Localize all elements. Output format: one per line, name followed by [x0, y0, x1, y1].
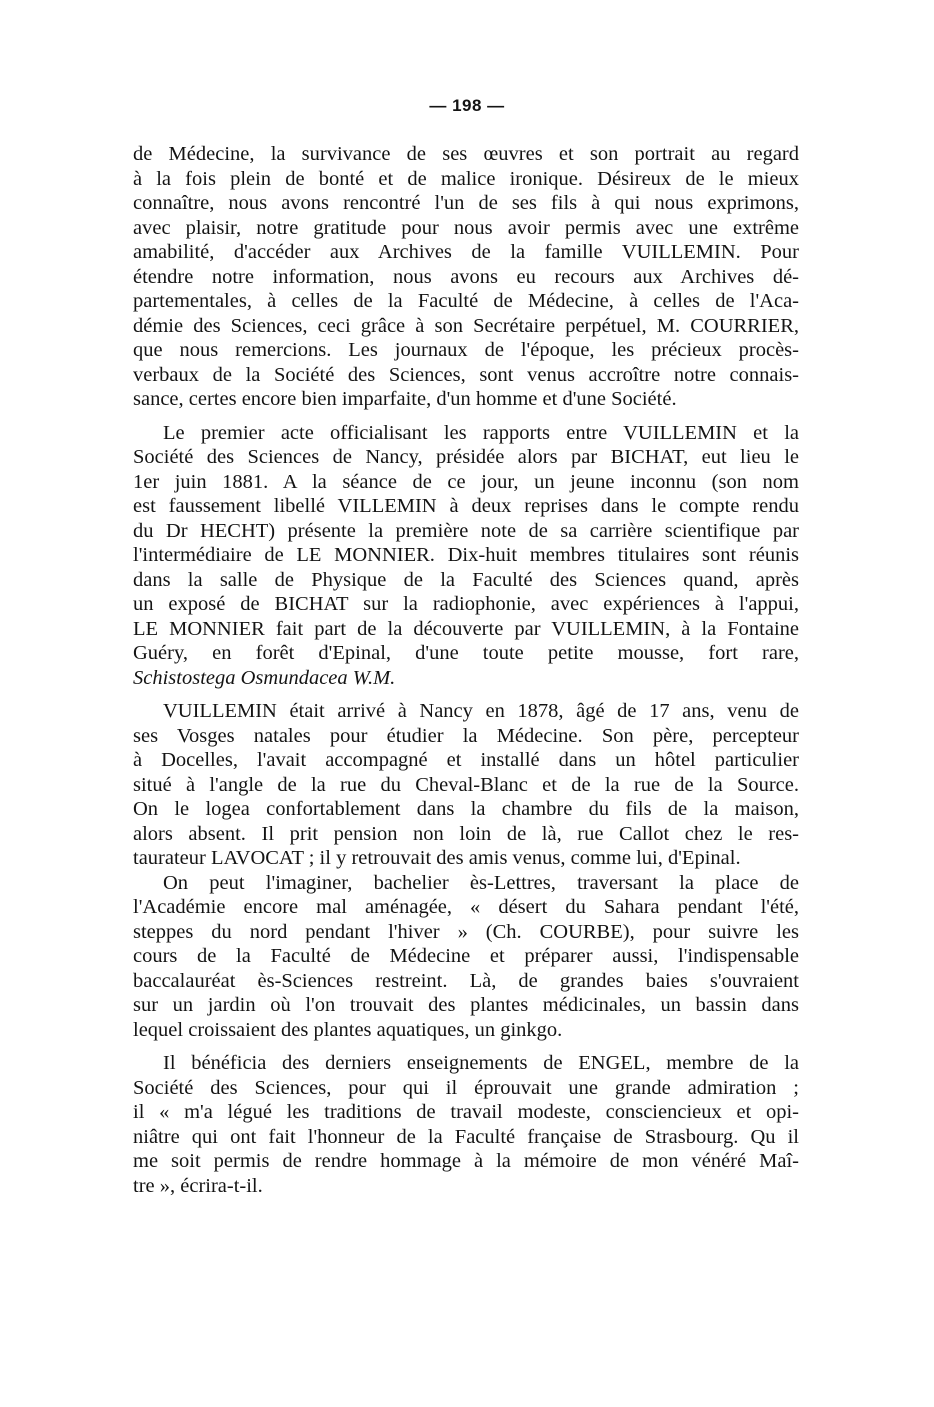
text-line: ses Vosges natales pour étudier la Médecine. Son père, percepteur — [133, 724, 799, 747]
body-text — [133, 142, 799, 1198]
text-line: sance, certes encore bien imparfaite, d'un homme et d'une Société. — [133, 388, 677, 410]
text-line: Il bénéficia des derniers enseignements de ENGEL, membre de la — [163, 1052, 799, 1074]
text-line: un exposé de BICHAT sur la radiophonie, avec expériences à l'appui, — [133, 593, 799, 615]
text-line: cours de la Faculté de Médecine et préparer aussi, l'indispensable — [133, 945, 799, 967]
paragraph-2 — [133, 421, 799, 691]
paragraph-5 — [133, 1051, 799, 1198]
text-line: VUILLEMIN était arrivé à Nancy en 1878, âgé de 17 ans, venu de — [163, 700, 799, 722]
text-line: connaître, nous avons rencontré l'un de ses fils à qui nous exprimons, — [133, 192, 799, 214]
text-line: partementales, à celles de la Faculté de Médecine, à celles de l'Aca- — [133, 290, 799, 312]
text-line: amabilité, d'accéder aux Archives de la famille VUILLEMIN. Pour — [133, 241, 799, 263]
text-line: étendre notre information, nous avons eu recours aux Archives dé- — [133, 265, 799, 288]
text-line: 1er juin 1881. A la séance de ce jour, un jeune inconnu (son nom — [133, 470, 799, 493]
text-line: LE MONNIER fait part de la découverte par VUILLEMIN, à la Fontaine — [133, 617, 799, 640]
paragraph-1 — [133, 142, 799, 412]
text-line: On peut l'imaginer, bachelier ès-Lettres, traversant la place de — [163, 871, 799, 894]
text-line: à la fois plein de bonté et de malice ironique. Désireux de le mieux — [133, 167, 799, 190]
text-line: il « m'a légué les traditions de travail modeste, consciencieux et opi- — [133, 1101, 799, 1123]
text-line: est faussement libellé VILLEMIN à deux reprises dans le compte rendu — [133, 495, 799, 517]
text-line: l'intermédiaire de LE MONNIER. Dix-huit membres titulaires sont réunis — [133, 544, 799, 566]
text-line: me soit permis de rendre hommage à la mémoire de mon vénéré Maî- — [133, 1150, 799, 1172]
text-line-italic: Schistostega Osmundacea W.M. — [133, 666, 396, 689]
paragraph-4 — [133, 871, 799, 1043]
text-line: sur un jardin où l'on trouvait des plantes médicinales, un bassin dans — [133, 994, 799, 1016]
text-line: taurateur LAVOCAT ; il y retrouvait des amis venus, comme lui, d'Epinal. — [133, 847, 741, 869]
text-line: Société des Sciences, pour qui il éprouvait une grande admiration ; — [133, 1076, 799, 1099]
page-number: — 198 — — [429, 96, 505, 115]
text-line: Le premier acte officialisant les rapports entre VUILLEMIN et la — [163, 421, 799, 444]
text-line: démie des Sciences, ceci grâce à son Secrétaire perpétuel, M. COURRIER, — [133, 314, 799, 337]
text-line: du Dr HECHT) présente la première note de sa carrière scientifique par — [133, 519, 799, 542]
text-line: avec plaisir, notre gratitude pour nous avoir permis avec une extrême — [133, 216, 799, 239]
text-line: verbaux de la Société des Sciences, sont venus accroître notre connais- — [133, 363, 799, 386]
text-line: situé à l'angle de la rue du Cheval-Blanc et de la rue de la Source. — [133, 773, 799, 796]
text-line: alors absent. Il prit pension non loin de là, rue Callot chez le res- — [133, 822, 799, 845]
text-line: Société des Sciences de Nancy, présidée alors par BICHAT, eut lieu le — [133, 446, 799, 468]
text-line: Guéry, en forêt d'Epinal, d'une toute petite mousse, fort rare, — [133, 642, 799, 664]
text-line: On le logea confortablement dans la chambre du fils de la maison, — [133, 798, 799, 820]
paragraph-3 — [133, 699, 799, 871]
text-line: l'Académie encore mal aménagée, « désert du Sahara pendant l'été, — [133, 896, 799, 918]
text-line: que nous remercions. Les journaux de l'époque, les précieux procès- — [133, 339, 799, 361]
text-line: steppes du nord pendant l'hiver » (Ch. COURBE), pour suivre les — [133, 920, 799, 943]
text-line: niâtre qui ont fait l'honneur de la Faculté française de Strasbourg. Qu il — [133, 1125, 799, 1148]
text-line: dans la salle de Physique de la Faculté des Sciences quand, après — [133, 568, 799, 591]
text-line: de Médecine, la survivance de ses œuvres et son portrait au regard — [133, 143, 799, 165]
text-line: lequel croissaient des plantes aquatiques, un ginkgo. — [133, 1018, 563, 1041]
text-line: baccalauréat ès-Sciences restreint. Là, de grandes baies s'ouvraient — [133, 969, 799, 992]
text-line: tre », écrira-t-il. — [133, 1174, 263, 1197]
text-line: à Docelles, l'avait accompagné et installé dans un hôtel particulier — [133, 749, 799, 771]
